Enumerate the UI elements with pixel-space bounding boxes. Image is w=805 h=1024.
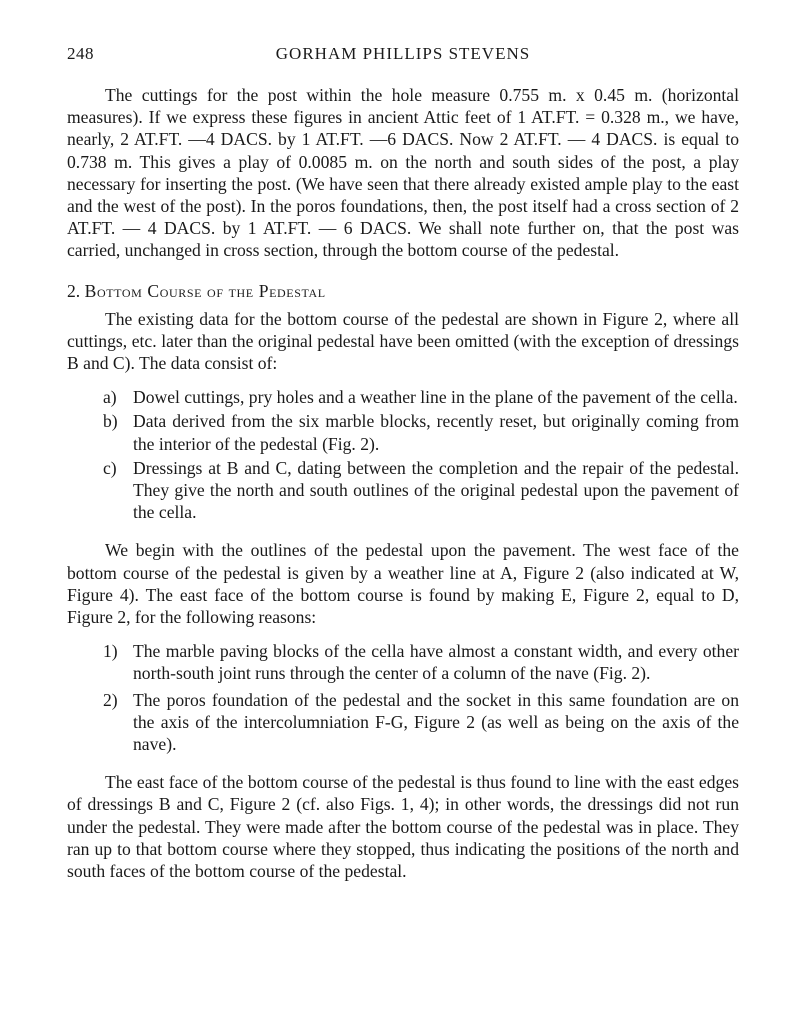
paragraph-existing-data: The existing data for the bottom course of the pedestal are shown in Figure 2, where all cuttings, etc. later than the original pedestal have been omitted (with the exception of dressings B and C). The data consist of: bbox=[67, 308, 739, 374]
page bbox=[67, 44, 739, 882]
list-item-text: Data derived from the six marble blocks, recently reset, but originally coming from the interior of the pedestal (Fig. 2). bbox=[133, 411, 739, 454]
list-marker: b) bbox=[103, 411, 118, 432]
paragraph-post-cuttings: The cuttings for the post within the hole measure 0.755 m. x 0.45 m. (horizontal measures). If we express these figures in ancient Attic feet of 1 AT.FT. = 0.328 m., we have, nearly, 2 AT.FT. —4 DACS. by 1 AT.FT. —6 DACS. Now 2 AT.FT. — 4 DACS. is equal to 0.738 m. This gives a play of 0.0085 m. on the north and south sides of the post, a play necessary for inserting the post. (We have seen that there already existed ample play to the east and the west of the post). In the poros foundations, then, the post itself had a cross section of 2 AT.FT. — 4 DACS. by 1 AT.FT. — 6 DACS. We shall note further on, that the post was carried, unchanged in cross section, through the bottom course of the pedestal. bbox=[67, 85, 739, 261]
list-item-text: Dowel cuttings, pry holes and a weather line in the plane of the pavement of the cella. bbox=[133, 387, 738, 408]
list-marker: 2) bbox=[103, 689, 118, 710]
page-number: 248 bbox=[67, 44, 94, 63]
paragraph-east-face: The east face of the bottom course of the pedestal is thus found to line with the east edges of dressings B and C, Figure 2 (cf. also Figs. 1, 4); in other words, the dressings did not run under the pedestal. They were made after the bottom course of the pedestal was in place. They ran up to that bottom course where they stopped, thus indicating the positions of the north and south faces of the bottom course of the pedestal. bbox=[67, 772, 739, 882]
reasons-list bbox=[67, 640, 739, 755]
page-header bbox=[67, 44, 739, 68]
data-list bbox=[67, 386, 739, 523]
list-item bbox=[67, 410, 739, 454]
list-item bbox=[67, 689, 739, 756]
list-item-text: The poros foundation of the pedestal and the socket in this same foundation are on the axis of the intercolumniation F-G, Figure 2 (as well as being on the axis of the nave). bbox=[133, 689, 739, 755]
list-marker: c) bbox=[103, 457, 117, 478]
list-item bbox=[67, 640, 739, 684]
list-marker: a) bbox=[103, 387, 117, 408]
list-item bbox=[67, 386, 739, 408]
list-item bbox=[67, 457, 739, 524]
list-marker: 1) bbox=[103, 641, 118, 662]
section-heading bbox=[67, 280, 739, 302]
running-title: GORHAM PHILLIPS STEVENS bbox=[275, 44, 531, 63]
list-item-text: Dressings at B and C, dating between the completion and the repair of the pedestal. They give the north and south outlines of the original pedestal upon the pavement of the cella. bbox=[133, 457, 739, 523]
paragraph-outlines: We begin with the outlines of the pedestal upon the pavement. The west face of the bottom course of the pedestal is given by a weather line at A, Figure 2 (also indicated at W, Figure 4). The east face of the bottom course is found by making E, Figure 2, equal to D, Figure 2, for the following reasons: bbox=[67, 540, 739, 628]
list-item-text: The marble paving blocks of the cella have almost a constant width, and every other north-south joint runs through the center of a column of the nave (Fig. 2). bbox=[133, 641, 739, 684]
section-title: Bottom Course of the Pedestal bbox=[84, 280, 326, 301]
section-number: 2. bbox=[67, 280, 81, 301]
